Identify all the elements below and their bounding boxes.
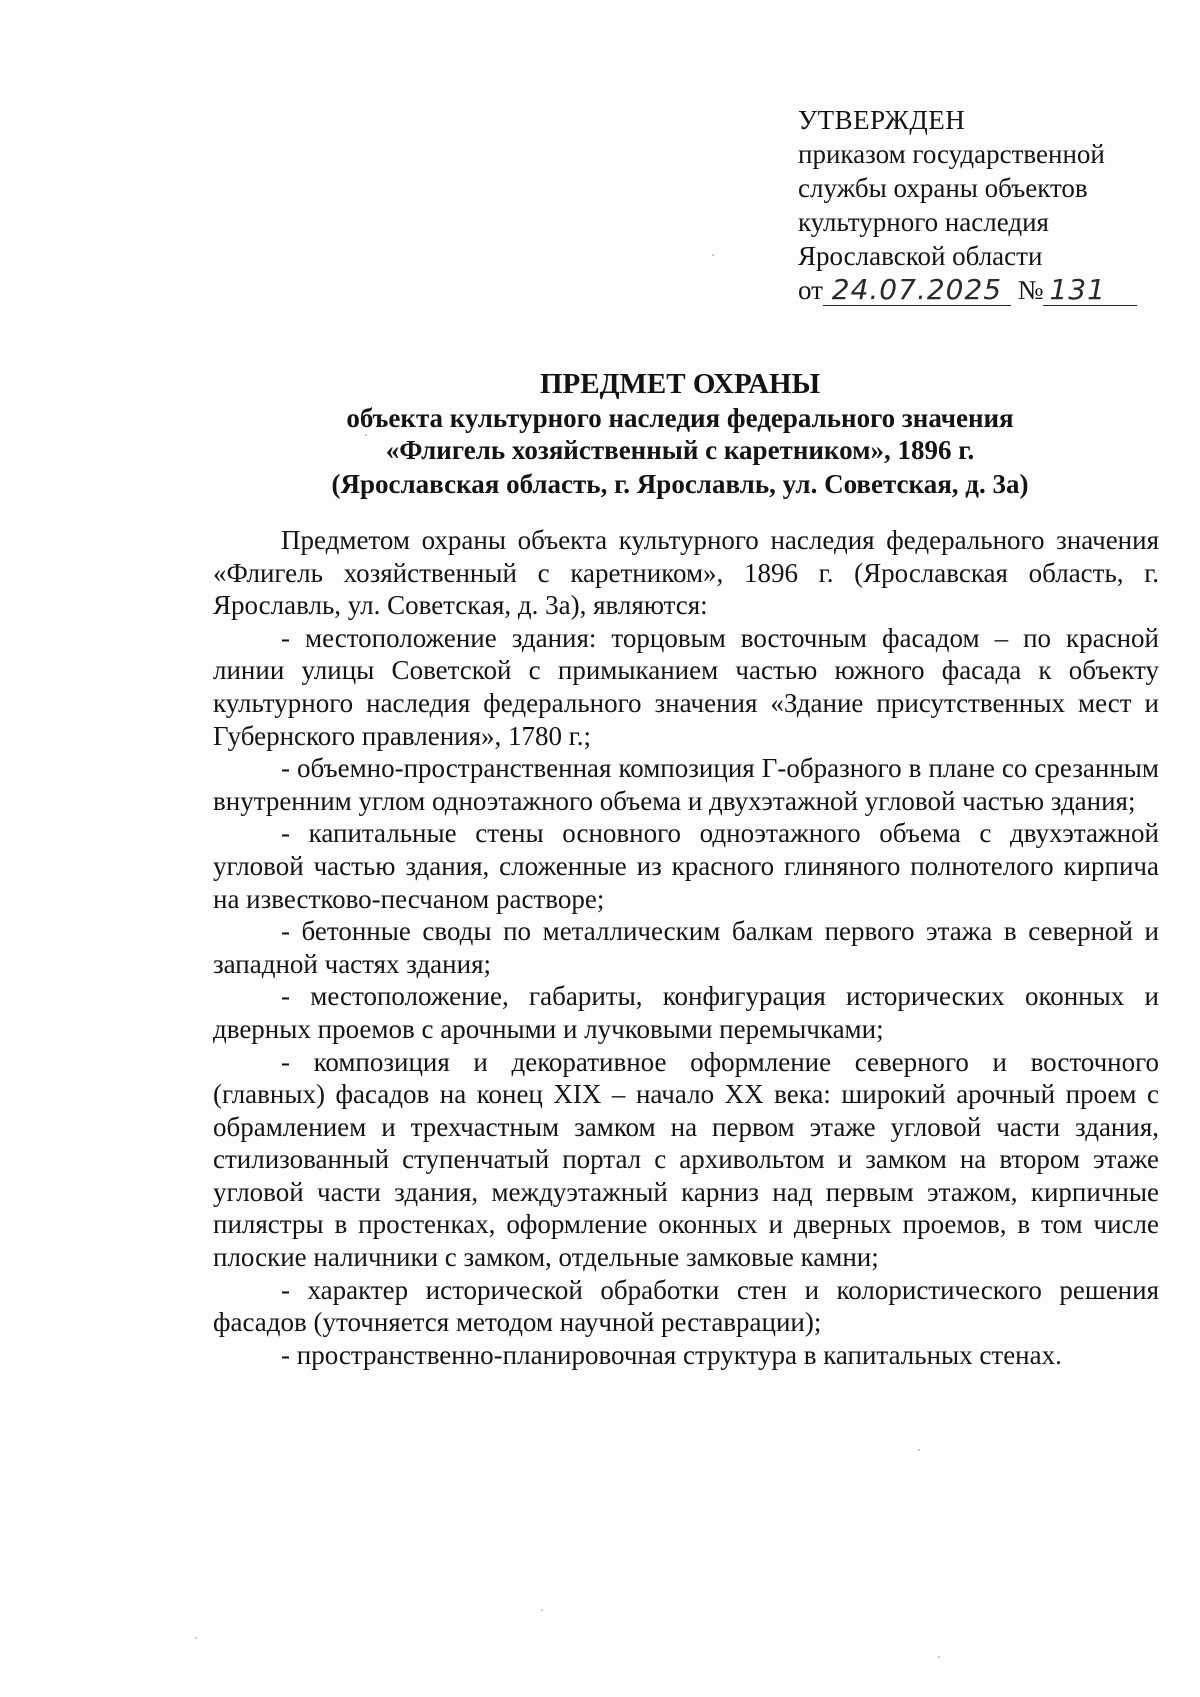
list-item: - характер исторической обработки стен и колористического решения фасадов (уточняется методом научной реставрации); [213, 1274, 1159, 1338]
document-heading: ПРЕДМЕТ ОХРАНЫ [539, 368, 821, 400]
list-item: - местоположение здания: торцовым восточным фасадом – по красной линии улицы Советской с примыканием частью южного фасада к объекту культурного наследия федерального значения «Здание присутственных мест и Губернского правления», 1780 г.; [213, 622, 1159, 751]
scan-speck [712, 254, 714, 256]
number-sign: № [1017, 275, 1044, 305]
intro-paragraph: Предметом охраны объекта культурного наследия федерального значения «Флигель хозяйственный с каретником», 1896 г. (Ярославская область, г. Ярославль, ул. Советская, д. 3а), являются: [213, 525, 1159, 621]
document-body [213, 524, 1159, 1371]
document-title-block [200, 366, 1160, 501]
scan-speck [918, 1449, 920, 1451]
list-item: - объемно-пространственная композиция Г-образного в плане со срезанным внутренним углом одноэтажного объема и двухэтажной угловой частью здания; [213, 753, 1159, 816]
handwritten-date: 24.07.2025 [823, 275, 1011, 306]
list-item: - местоположение, габариты, конфигурация исторических оконных и дверных проемов с арочными и лучковыми перемычками; [213, 981, 1159, 1044]
scan-speck [195, 1637, 197, 1639]
approval-line-4: Ярославской области [798, 241, 1043, 271]
approval-block [798, 103, 1158, 313]
approval-line-2: службы охраны объектов [798, 173, 1088, 203]
title-line-3: «Флигель хозяйственный с каретником», 1896 г. [385, 435, 975, 465]
list-item: - композиция и декоративное оформление северного и восточного (главных) фасадов на конец XIX – начало XX века: широкий арочный проем с обрамлением и трехчастным замком на первом этаже угловой части здания, стилизованный ступенчатый портал с архивольтом и замком на втором этаже угловой части здания, междуэтажный карниз над первым этажом, кирпичные пилястры в простенках, оформление оконных и дверных проемов, в том числе плоские наличники с замком, отдельные замковые камни; [213, 1046, 1159, 1273]
handwritten-order-number: 131 [1043, 275, 1137, 306]
approval-line-3: культурного наследия [798, 207, 1049, 237]
scan-speck [938, 1656, 940, 1658]
approval-title: УТВЕРЖДЕН [798, 105, 966, 135]
approval-line-1: приказом государственной [798, 139, 1105, 169]
date-prefix: от [798, 275, 823, 305]
list-item: - капитальные стены основного одноэтажного объема с двухэтажной угловой частью здания, сложенные из красного глиняного полнотелого кирпича на известково-песчаном растворе; [213, 818, 1159, 914]
title-line-2: объекта культурного наследия федерального значения [346, 403, 1014, 433]
order-date-number-line [798, 273, 1158, 313]
scan-speck [365, 434, 367, 436]
title-line-4: (Ярославская область, г. Ярославль, ул. Советская, д. 3а) [331, 469, 1029, 499]
scan-speck [541, 1609, 543, 1611]
list-item: - пространственно-планировочная структура в капитальных стенах. [281, 1339, 1062, 1370]
list-item: - бетонные своды по металлическим балкам первого этажа в северной и западной частях здания; [213, 916, 1159, 979]
